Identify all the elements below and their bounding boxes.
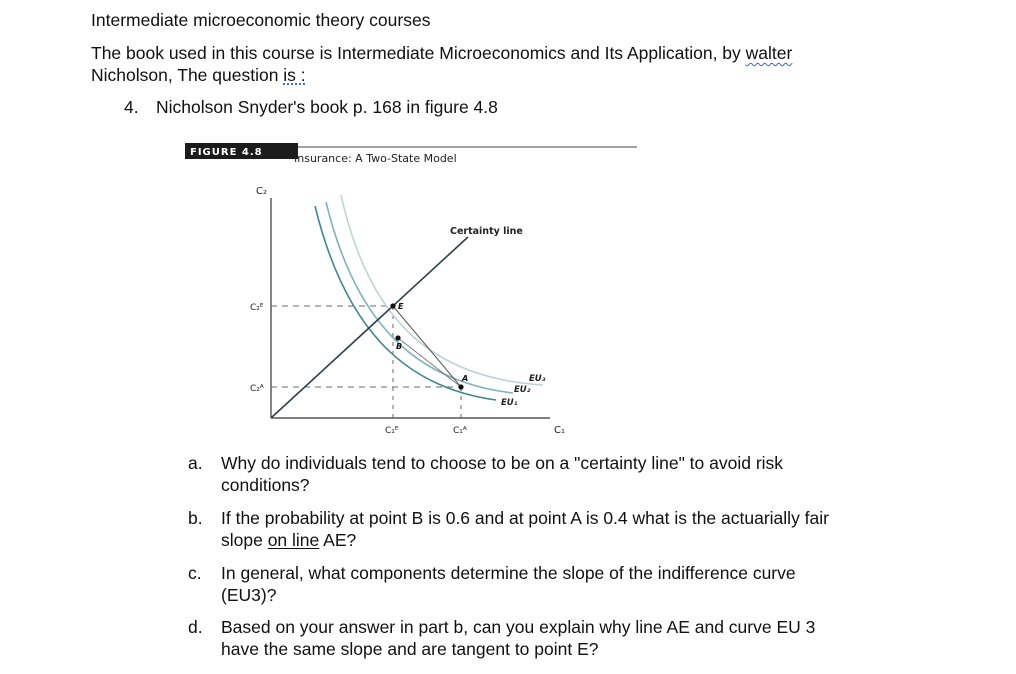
figure-caption: Insurance: A Two-State Model [294, 152, 457, 165]
certainty-line [271, 237, 468, 418]
question-text [221, 507, 901, 551]
point-B-marker [395, 335, 400, 340]
point-B-label: B [396, 342, 403, 351]
x-axis-label: C₁ [554, 425, 565, 436]
question-line-1: If the probability at point B is 0.6 and at point A is 0.4 what is the actuarially fair [221, 508, 829, 528]
point-E-marker [390, 303, 395, 308]
item-text: Nicholson Snyder's book p. 168 in figure 4.8 [156, 97, 498, 117]
curve-eu3 [341, 195, 543, 385]
question-letter: c. [188, 563, 202, 583]
curve-eu1-label: EU₁ [501, 398, 518, 408]
intro-line-2 [91, 64, 306, 86]
curve-eu2-label: EU₂ [514, 385, 531, 395]
y-axis-label: C₂ [256, 186, 267, 197]
question-text-part: AE? [319, 530, 357, 550]
page-title: Intermediate microeconomic theory courses [91, 10, 431, 30]
intro-text-2: Nicholson, The question [91, 65, 284, 85]
question-line-2: have the same slope and are tangent to point E? [221, 639, 599, 659]
question-line-1: Why do individuals tend to choose to be on a "certainty line" to avoid risk [221, 453, 784, 473]
numbered-item-4 [124, 96, 498, 118]
question-letter: b. [188, 508, 203, 528]
tick-c2A: C₂ᴬ [250, 384, 264, 394]
figure-tag: FIGURE 4.8 [190, 147, 263, 158]
question-line-1: In general, what components determine the slope of the indifference curve [221, 563, 796, 583]
question-line-1: Based on your answer in part b, can you explain why line AE and curve EU 3 [221, 617, 816, 637]
curve-eu3-label: EU₃ [529, 374, 546, 384]
intro-line-1 [91, 42, 792, 64]
question-text [221, 562, 901, 606]
question-line-2 [221, 529, 901, 551]
tick-c1E: C₁ᴱ [385, 426, 399, 436]
intro-name-spellcheck: walter [745, 43, 793, 63]
question-letter: a. [188, 453, 203, 473]
question-text [221, 616, 901, 660]
point-A-label: A [462, 374, 469, 383]
figure-svg [178, 138, 648, 438]
question-underlined-text: on line [267, 530, 320, 550]
question-letter: d. [188, 617, 203, 637]
intro-underlined-is: is : [283, 65, 306, 85]
point-A-marker [458, 384, 463, 389]
certainty-line-label: Certainty line [450, 226, 523, 237]
tick-c1A: C₁ᴬ [453, 426, 467, 436]
figure-4-8 [178, 138, 648, 438]
point-E-label: E [398, 302, 404, 311]
question-line-2: conditions? [221, 475, 310, 495]
question-text [221, 452, 901, 496]
question-text-part: slope [221, 530, 268, 550]
intro-text: The book used in this course is Intermediate Microeconomics and Its Application, by [91, 43, 746, 63]
tick-c2E: C₂ᴱ [250, 303, 264, 313]
item-number: 4. [124, 97, 139, 117]
question-line-2: (EU3)? [221, 585, 277, 605]
